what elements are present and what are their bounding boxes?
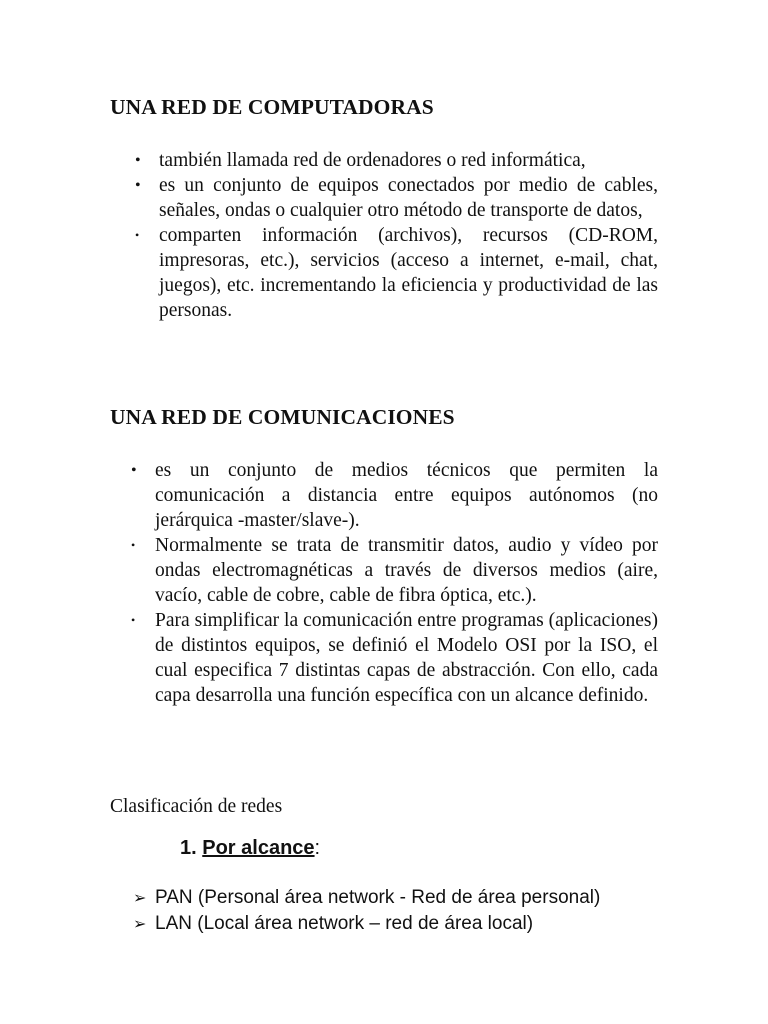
list-alcance xyxy=(133,885,600,937)
list-item xyxy=(135,223,658,323)
bullet-icon: • xyxy=(131,613,136,627)
list-item-text: es un conjunto de equipos conectados por medio de cables, señales, ondas o cualquier otro método de transporte de datos, xyxy=(159,175,658,221)
subsection-number: 1. xyxy=(180,837,197,859)
list-item-text: LAN (Local área network – red de área local) xyxy=(155,913,534,934)
list-item xyxy=(133,885,600,911)
bullet-icon: • xyxy=(131,462,137,479)
list-item-text: Normalmente se trata de transmitir datos, audio y vídeo por ondas electromagnéticas a través de diversos medios (aire, vacío, cable de cobre, cable de fibra óptica, etc.). xyxy=(155,535,658,606)
list-item xyxy=(131,458,658,533)
arrow-bullet-icon: ➢ xyxy=(133,916,147,933)
list-item xyxy=(135,173,658,223)
list-item xyxy=(131,608,658,708)
subsection-por-alcance xyxy=(180,836,320,861)
list-item xyxy=(133,911,600,937)
clasificacion-title: Clasificación de redes xyxy=(110,796,283,817)
bullet-icon: • xyxy=(135,152,141,169)
list-item-text: comparten información (archivos), recursos (CD-ROM, impresoras, etc.), servicios (acceso a internet, e-mail, chat, juegos), etc. incrementando la eficiencia y productividad de las personas. xyxy=(159,225,658,321)
list-item-text: PAN (Personal área network - Red de área personal) xyxy=(155,887,601,908)
bullet-icon: • xyxy=(135,228,140,242)
list-red-computadoras xyxy=(135,148,658,323)
list-item-text: también llamada red de ordenadores o red informática, xyxy=(159,150,586,171)
list-item xyxy=(135,148,658,173)
list-red-comunicaciones xyxy=(131,458,658,708)
heading-red-computadoras: UNA RED DE COMPUTADORAS xyxy=(110,95,434,119)
list-item xyxy=(131,533,658,608)
subsection-label: Por alcance xyxy=(202,837,315,859)
bullet-icon: • xyxy=(135,177,141,194)
arrow-bullet-icon: ➢ xyxy=(133,890,147,907)
list-item-text: Para simplificar la comunicación entre programas (aplicaciones) de distintos equipos, se definió el Modelo OSI por la ISO, el cual especifica 7 distintas capas de abstracción. Con ello, cada capa desarrolla una función específica con un alcance definido. xyxy=(155,610,658,706)
bullet-icon: • xyxy=(131,538,136,552)
subsection-suffix: : xyxy=(314,837,321,859)
list-item-text: es un conjunto de medios técnicos que permiten la comunicación a distancia entre equipos autónomos (no jerárquica -master/slave-). xyxy=(155,460,658,531)
heading-red-comunicaciones: UNA RED DE COMUNICACIONES xyxy=(110,405,455,429)
